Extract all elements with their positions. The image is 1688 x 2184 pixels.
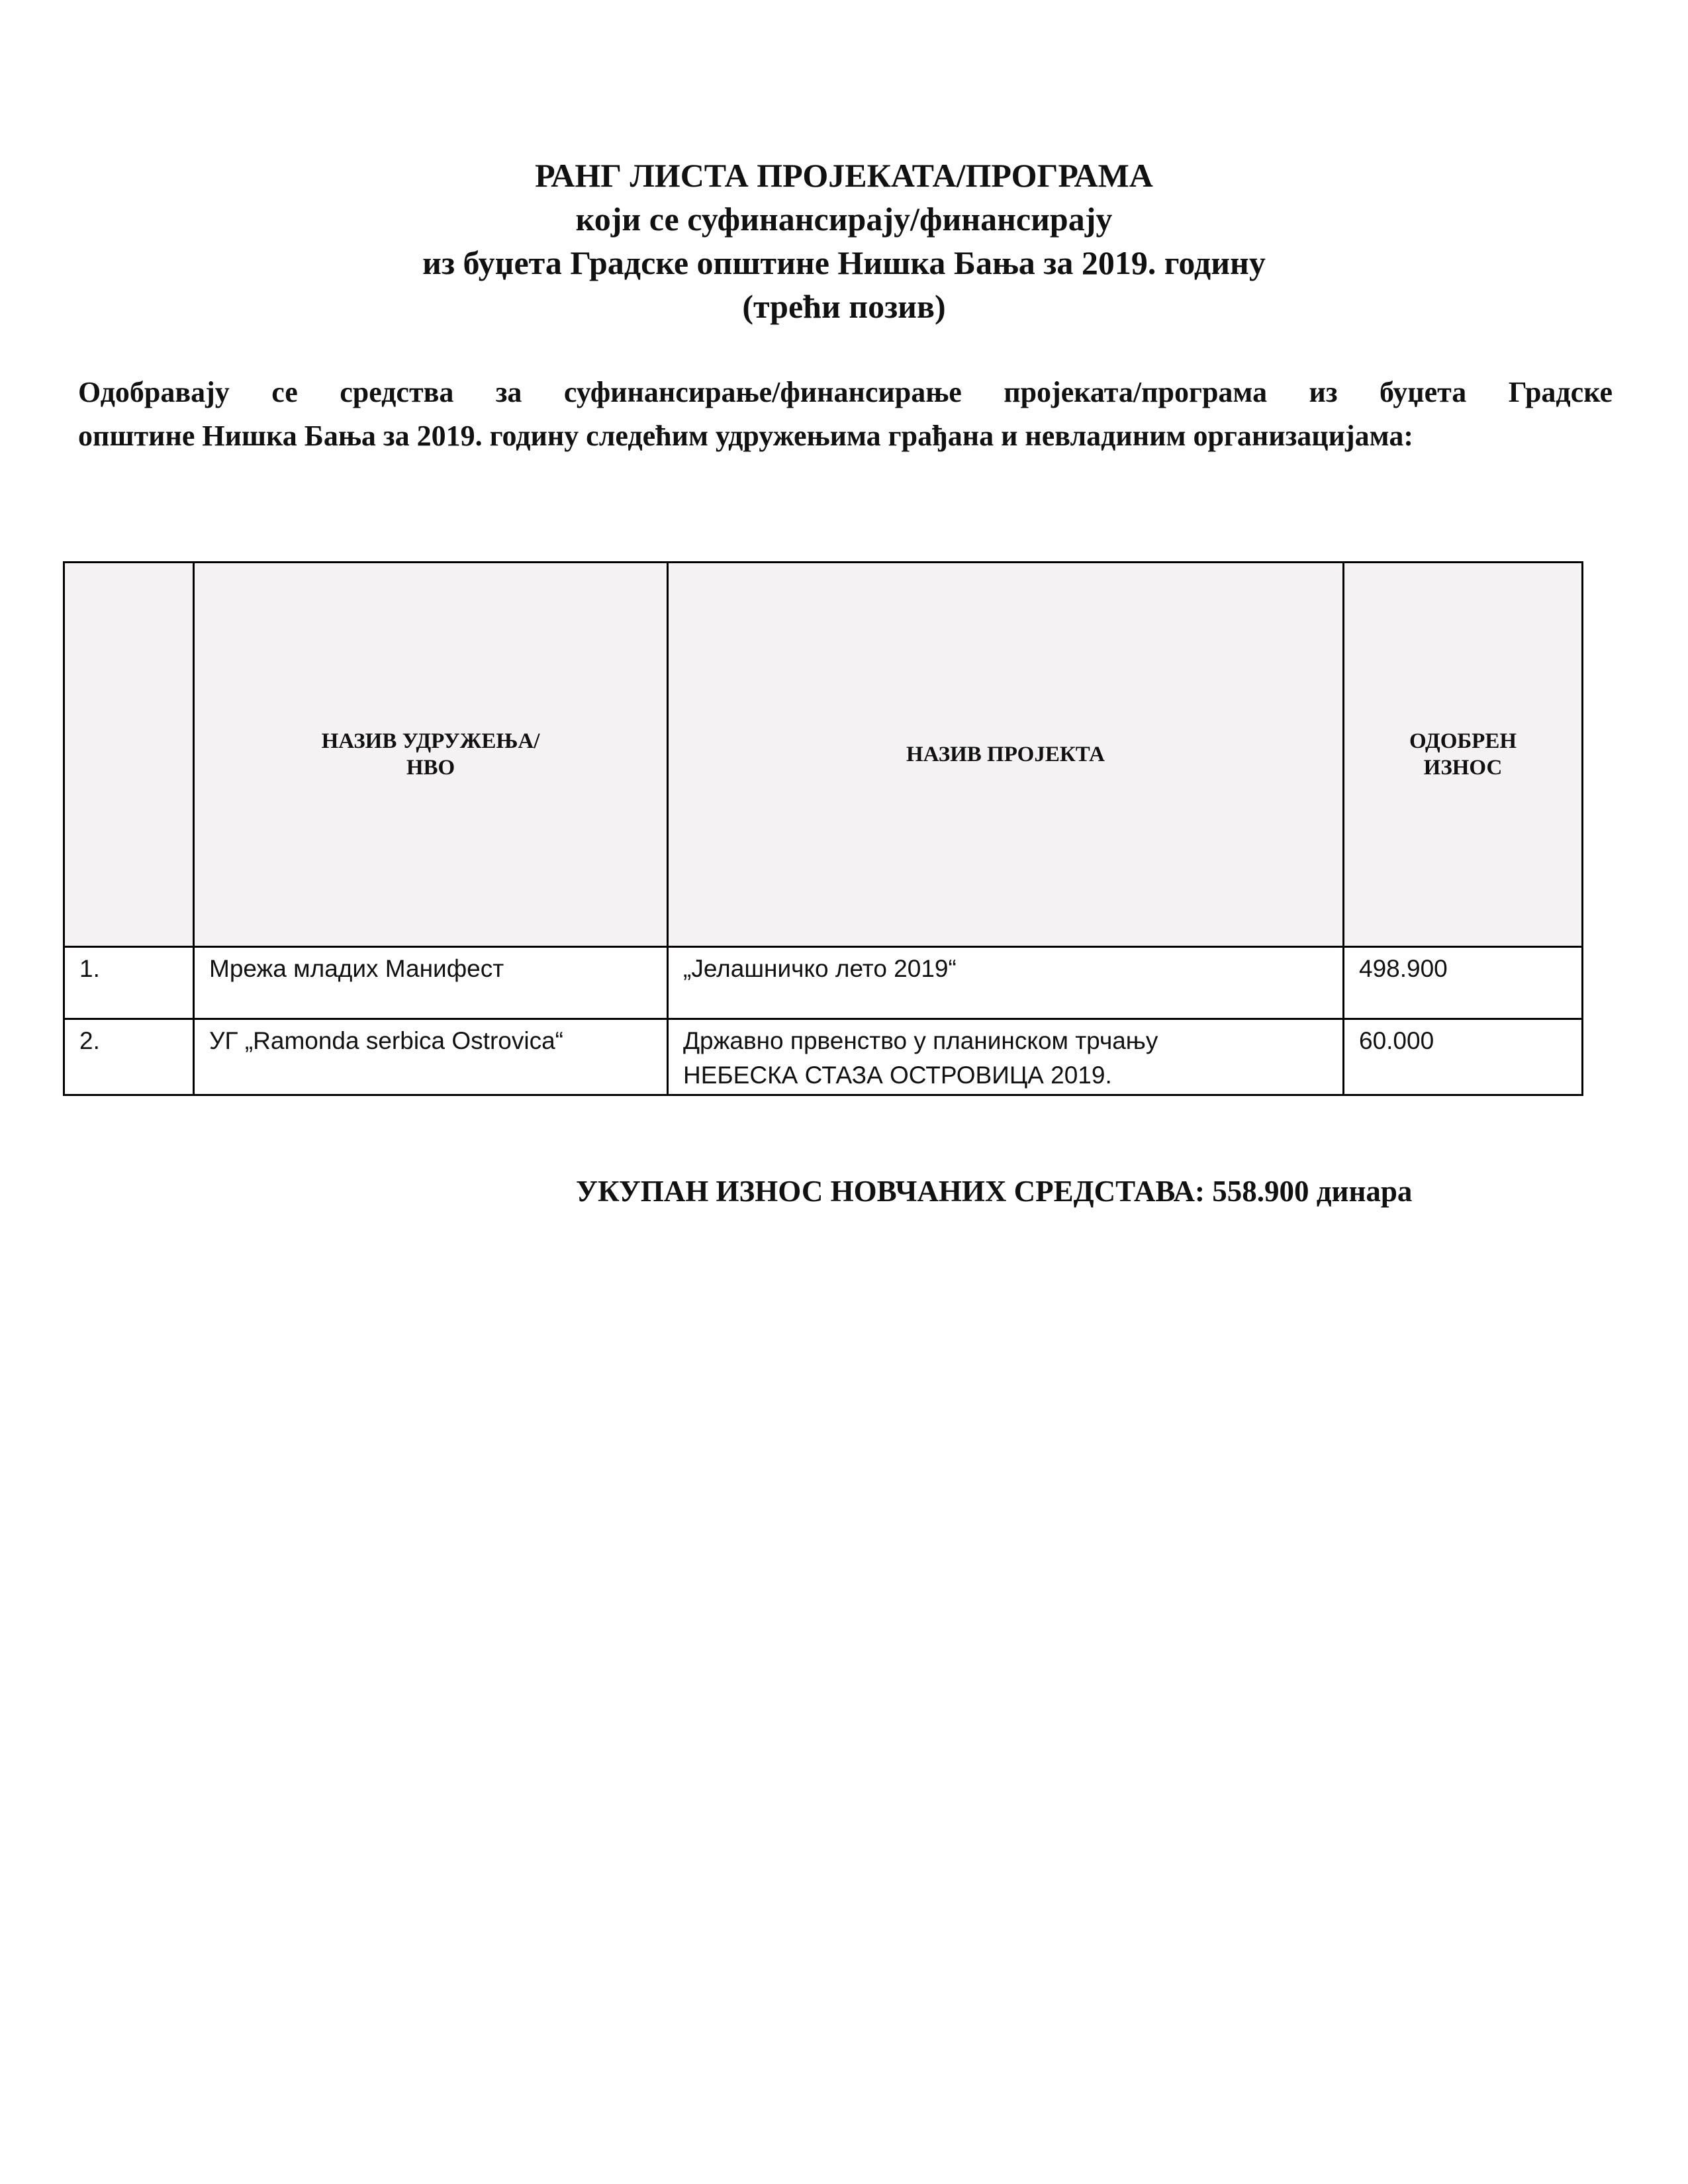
intro-line-2: општине Нишка Бања за 2019. годину следећим удружењима грађана и невладиним организацијама: xyxy=(78,420,1413,452)
row-amount: 498.900 xyxy=(1344,947,1583,1019)
table-row xyxy=(64,947,1583,1019)
intro-line-1: Одобравају се средства за суфинансирање/финансирање пројеката/програма из буџета Градске xyxy=(78,376,1613,408)
header-amount xyxy=(1344,563,1583,947)
header-organization xyxy=(194,563,668,947)
row-number: 2. xyxy=(64,1019,194,1095)
row-project-line-1: „Јелашничко лето 2019“ xyxy=(683,955,957,982)
row-amount: 60.000 xyxy=(1344,1019,1583,1095)
title-line-4: (трећи позив) xyxy=(742,288,946,325)
ranking-table xyxy=(63,561,1583,1096)
table-header-row xyxy=(64,563,1583,947)
row-project-line-2: НЕБЕСКА СТАЗА ОСТРОВИЦА 2019. xyxy=(683,1062,1112,1089)
header-number xyxy=(64,563,194,947)
row-number: 1. xyxy=(64,947,194,1019)
row-organization: УГ „Ramonda serbica Ostrovica“ xyxy=(194,1019,668,1095)
intro-paragraph xyxy=(78,371,1613,458)
header-amount-line-2: ИЗНОС xyxy=(1423,756,1503,780)
header-project: НАЗИВ ПРОЈЕКТА xyxy=(668,563,1344,947)
table-row xyxy=(64,1019,1583,1095)
row-project xyxy=(668,947,1344,1019)
total-amount: УКУПАН ИЗНОС НОВЧАНИХ СРЕДСТАВА: 558.900 динара xyxy=(576,1175,1413,1208)
header-organization-line-2: НВО xyxy=(406,756,455,780)
header-organization-line-1: НАЗИВ УДРУЖЕЊА/ xyxy=(321,729,540,753)
row-project-line-1: Државно првенство у планинском трчању xyxy=(683,1027,1158,1054)
document-title xyxy=(0,154,1688,328)
row-organization: Мрежа младих Манифест xyxy=(194,947,668,1019)
row-project xyxy=(668,1019,1344,1095)
header-amount-line-1: ОДОБРЕН xyxy=(1409,729,1517,753)
title-line-3: из буџета Градске општине Нишка Бања за 2019. годину xyxy=(422,244,1266,281)
title-line-2: који се суфинансирају/финансирају xyxy=(575,201,1113,238)
title-line-1: РАНГ ЛИСТА ПРОЈЕКАТА/ПРОГРАМА xyxy=(535,157,1153,194)
